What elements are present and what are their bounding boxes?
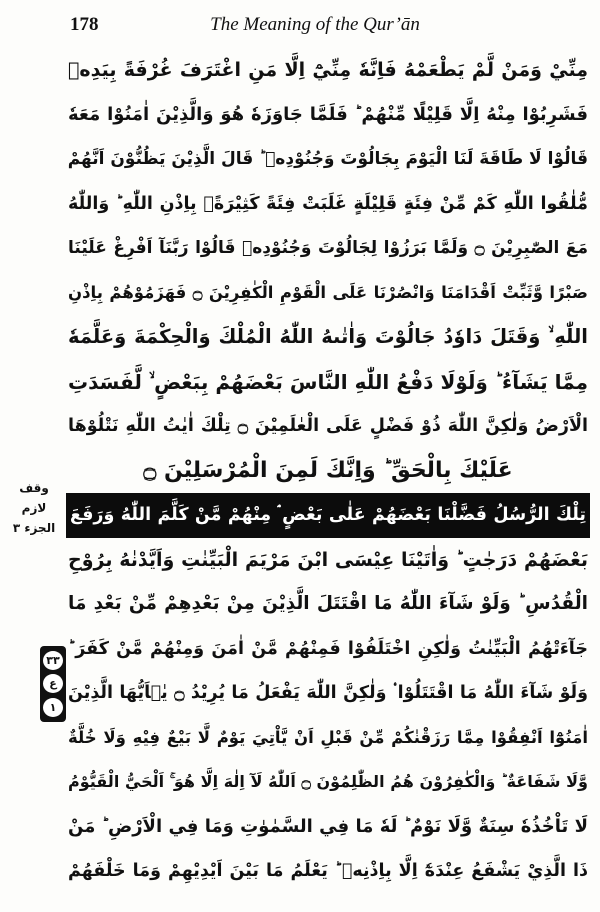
verse-line: اٰمَنُوْٓا اَنْفِقُوْا مِمَّا رَزَقْنٰكُمْ مِّنْ قَبْلِ اَنْ يَّاْتِيَ يَوْمٌ لَّا بَيْعٌ فِيْهِ وَلَا خُلَّةٌ (68, 727, 588, 747)
running-title: The Meaning of the Qur’ān (210, 14, 420, 35)
page-number: 178 (70, 14, 99, 35)
verse-line: وَّلَا شَفَاعَةٌ ؕ وَالْكٰفِرُوْنَ هُمُ الظّٰلِمُوْنَ ۝ اَللّٰهُ لَآ اِلٰهَ اِلَّا هُوَ ۚ اَلْحَيُّ الْقَيُّوْمُ (68, 772, 588, 791)
highlighted-verse-line: تِلْكَ الرُّسُلُ فَضَّلْنَا بَعْضَهُمْ عَلٰى بَعْضٍ ۘ مِنْهُمْ مَّنْ كَلَّمَ اللّٰهُ وَرَفَعَ (66, 493, 590, 538)
verse-line: قَالُوْا لَا طَاقَةَ لَنَا الْيَوْمَ بِجَالُوْتَ وَجُنُوْدِهٖ ؕ قَالَ الَّذِيْنَ يَظُنُّوْنَ اَنَّهُمْ (68, 149, 588, 169)
juz-marker-ruku: ع (43, 674, 63, 693)
margin-note-line: الجزء ٣ (12, 521, 56, 535)
verse-line: مُّلٰقُوا اللّٰهِ كَمْ مِّنْ فِئَةٍ قَلِيْلَةٍ غَلَبَتْ فِئَةً كَثِيْرَةًۢ بِاِذْنِ اللّٰهِ ؕ وَاللّٰهُ (68, 193, 588, 214)
verse-line-centered: عَلَيْكَ بِالْحَقِّ ؕ وَاِنَّكَ لَمِنَ الْمُرْسَلِيْنَ ۝ (143, 457, 513, 483)
verse-line: فَشَرِبُوْا مِنْهُ اِلَّا قَلِيْلًا مِّنْهُمْ ؕ فَلَمَّا جَاوَزَهٗ هُوَ وَالَّذِيْنَ اٰمَنُوْا مَعَهٗ (68, 103, 588, 125)
page-header (70, 14, 560, 42)
verse-line: اللّٰهِ ۙ وَقَتَلَ دَاوٗدُ جَالُوْتَ وَاٰتٰىهُ اللّٰهُ الْمُلْكَ وَالْحِكْمَةَ وَعَلَّمَهٗ (68, 325, 588, 348)
margin-note (12, 478, 56, 558)
verse-line: الْقُدُسِ ؕ وَلَوْ شَآءَ اللّٰهُ مَا اقْتَتَلَ الَّذِيْنَ مِنْ بَعْدِهِمْ مِّنْ بَعْدِ مَا (68, 593, 588, 614)
verse-line: مَعَ الصّٰبِرِيْنَ ۝ وَلَمَّا بَرَزُوْا لِجَالُوْتَ وَجُنُوْدِهٖ قَالُوْا رَبَّنَآ اَفْرِغْ عَلَيْنَا (68, 238, 588, 258)
verse-line: وَلَوْ شَآءَ اللّٰهُ مَا اقْتَتَلُوْا ۟ وَلٰكِنَّ اللّٰهَ يَفْعَلُ مَا يُرِيْدُ ۝ يٰۤاَيُّهَا الَّذِيْنَ (68, 683, 588, 703)
verse-line: مِمَّا يَشَآءُ ؕ وَلَوْلَا دَفْعُ اللّٰهِ النَّاسَ بَعْضَهُمْ بِبَعْضٍ ۙ لَّفَسَدَتِ (68, 369, 588, 394)
verse-line: الْاَرْضُ وَلٰكِنَّ اللّٰهَ ذُوْ فَضْلٍ عَلَى الْعٰلَمِيْنَ ۝ تِلْكَ اٰيٰتُ اللّٰهِ نَتْلُوْهَا (68, 416, 588, 436)
margin-note-line: وقف لازم (19, 481, 49, 515)
verse-line: لَا تَاْخُذُهٗ سِنَةٌ وَّلَا نَوْمٌ ؕ لَهٗ مَا فِي السَّمٰوٰتِ وَمَا فِي الْاَرْضِ ؕ مَنْ (68, 815, 588, 837)
verse-line: مِنِّيْ وَمَنْ لَّمْ يَطْعَمْهُ فَاِنَّهٗ مِنِّيْٓ اِلَّا مَنِ اغْتَرَفَ غُرْفَةً بِيَدِهٖ (68, 59, 588, 81)
juz-marker-count: ١ (43, 698, 63, 717)
verse-line: صَبْرًا وَّثَبِّتْ اَقْدَامَنَا وَانْصُرْنَا عَلَى الْقَوْمِ الْكٰفِرِيْنَ ۝ فَهَزَمُوْهُمْ بِاِذْنِ (68, 282, 588, 302)
juz-marker-number: ٣٣ (43, 651, 63, 670)
juz-marker (40, 646, 66, 722)
verse-line: جَآءَتْهُمُ الْبَيِّنٰتُ وَلٰكِنِ اخْتَلَفُوْا فَمِنْهُمْ مَّنْ اٰمَنَ وَمِنْهُمْ مَّنْ كَفَرَ ؕ (68, 638, 588, 659)
verse-line: بَعْضَهُمْ دَرَجٰتٍ ؕ وَاٰتَيْنَا عِيْسَى ابْنَ مَرْيَمَ الْبَيِّنٰتِ وَاَيَّدْنٰهُ بِرُوْحِ (68, 548, 588, 571)
arabic-text-block (68, 48, 588, 894)
verse-line: ذَا الَّذِيْ يَشْفَعُ عِنْدَهٗٓ اِلَّا بِاِذْنِهٖ ؕ يَعْلَمُ مَا بَيْنَ اَيْدِيْهِمْ وَمَا خَلْفَهُمْ (68, 861, 588, 881)
